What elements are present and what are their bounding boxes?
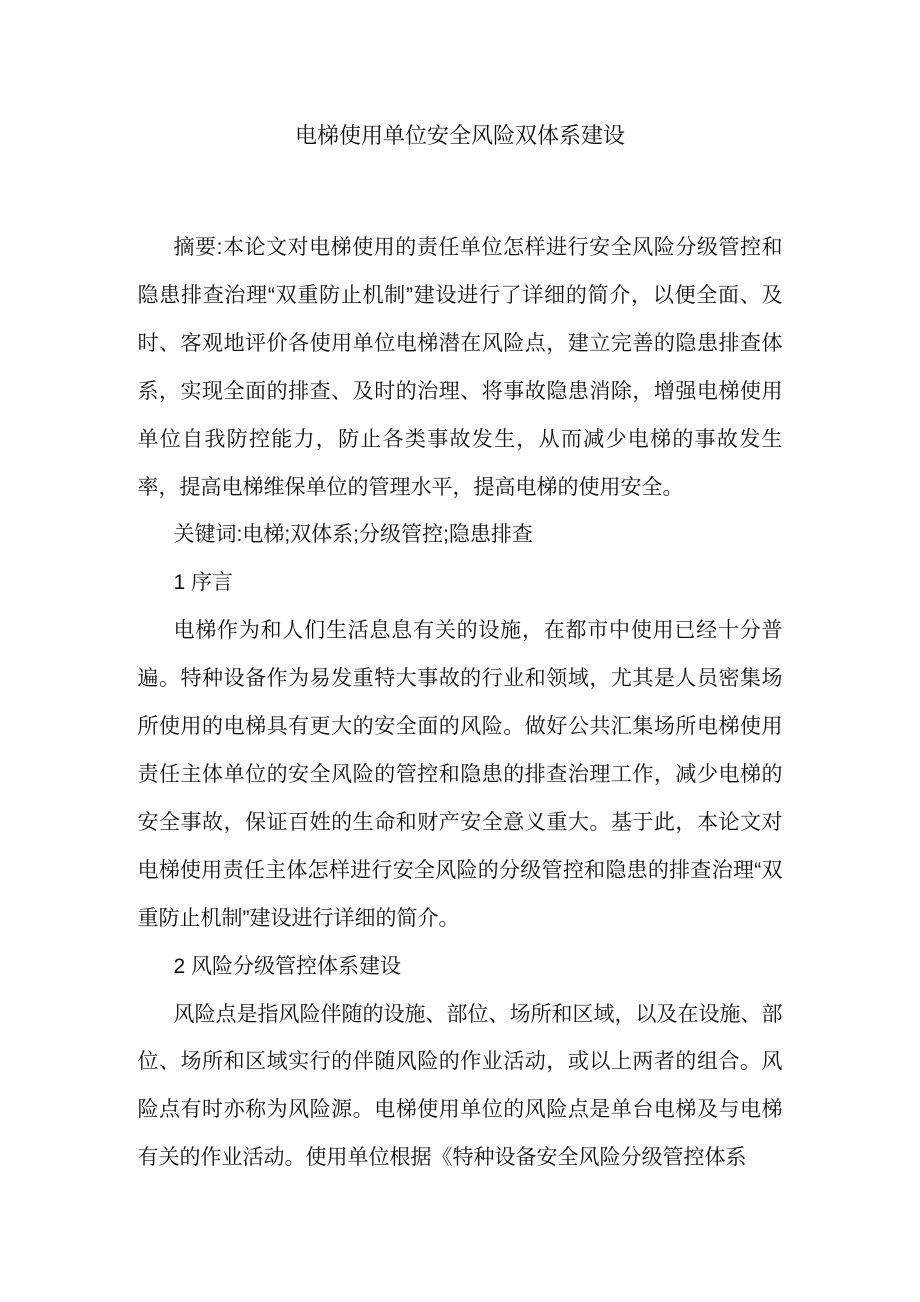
section-2-heading: 2 风险分级管控体系建设 <box>173 954 402 978</box>
section-1-paragraph: 电梯作为和人们生活息息有关的设施，在都市中使用已经十分普遍。特种设备作为易发重特大事故的行业和领域，尤其是人员密集场所使用的电梯具有更大的安全面的风险。做好公共汇集场所电梯使用责任主体单位的安全风险的管控和隐患的排查治理工作，减少电梯的安全事故，保证百姓的生命和财产安全意义重大。基于此，本论文对电梯使用责任主体怎样进行安全风险的分级管控和隐患的排查治理“双重防止机制”建设进行详细的简介。 <box>137 619 783 930</box>
document-page <box>138 0 783 1182</box>
document-title: 电梯使用单位安全风险双体系建设 <box>294 123 625 148</box>
abstract-paragraph: 摘要:本论文对电梯使用的责任单位怎样进行安全风险分级管控和隐患排查治理“双重防止机制”建设进行了详细的简介，以便全面、及时、客观地评价各使用单位电梯潜在风险点，建立完善的隐患排查体系，实现全面的排查、及时的治理、将事故隐患消除，增强电梯使用单位自我防控能力，防止各类事故发生，从而减少电梯的事故发生率，提高电梯维保单位的管理水平，提高电梯的使用安全。 <box>137 236 783 499</box>
keywords-line: 关键词:电梯;双体系;分级管控;隐患排查 <box>173 523 533 547</box>
section-2-paragraph: 风险点是指风险伴随的设施、部位、场所和区域，以及在设施、部位、场所和区域实行的伴随风险的作业活动，或以上两者的组合。风险点有时亦称为风险源。电梯使用单位的风险点是单台电梯及与电梯有关的作业活动。使用单位根据《特种设备安全风险分级管控体系 <box>137 1002 783 1170</box>
section-1-heading: 1 序言 <box>173 571 234 595</box>
